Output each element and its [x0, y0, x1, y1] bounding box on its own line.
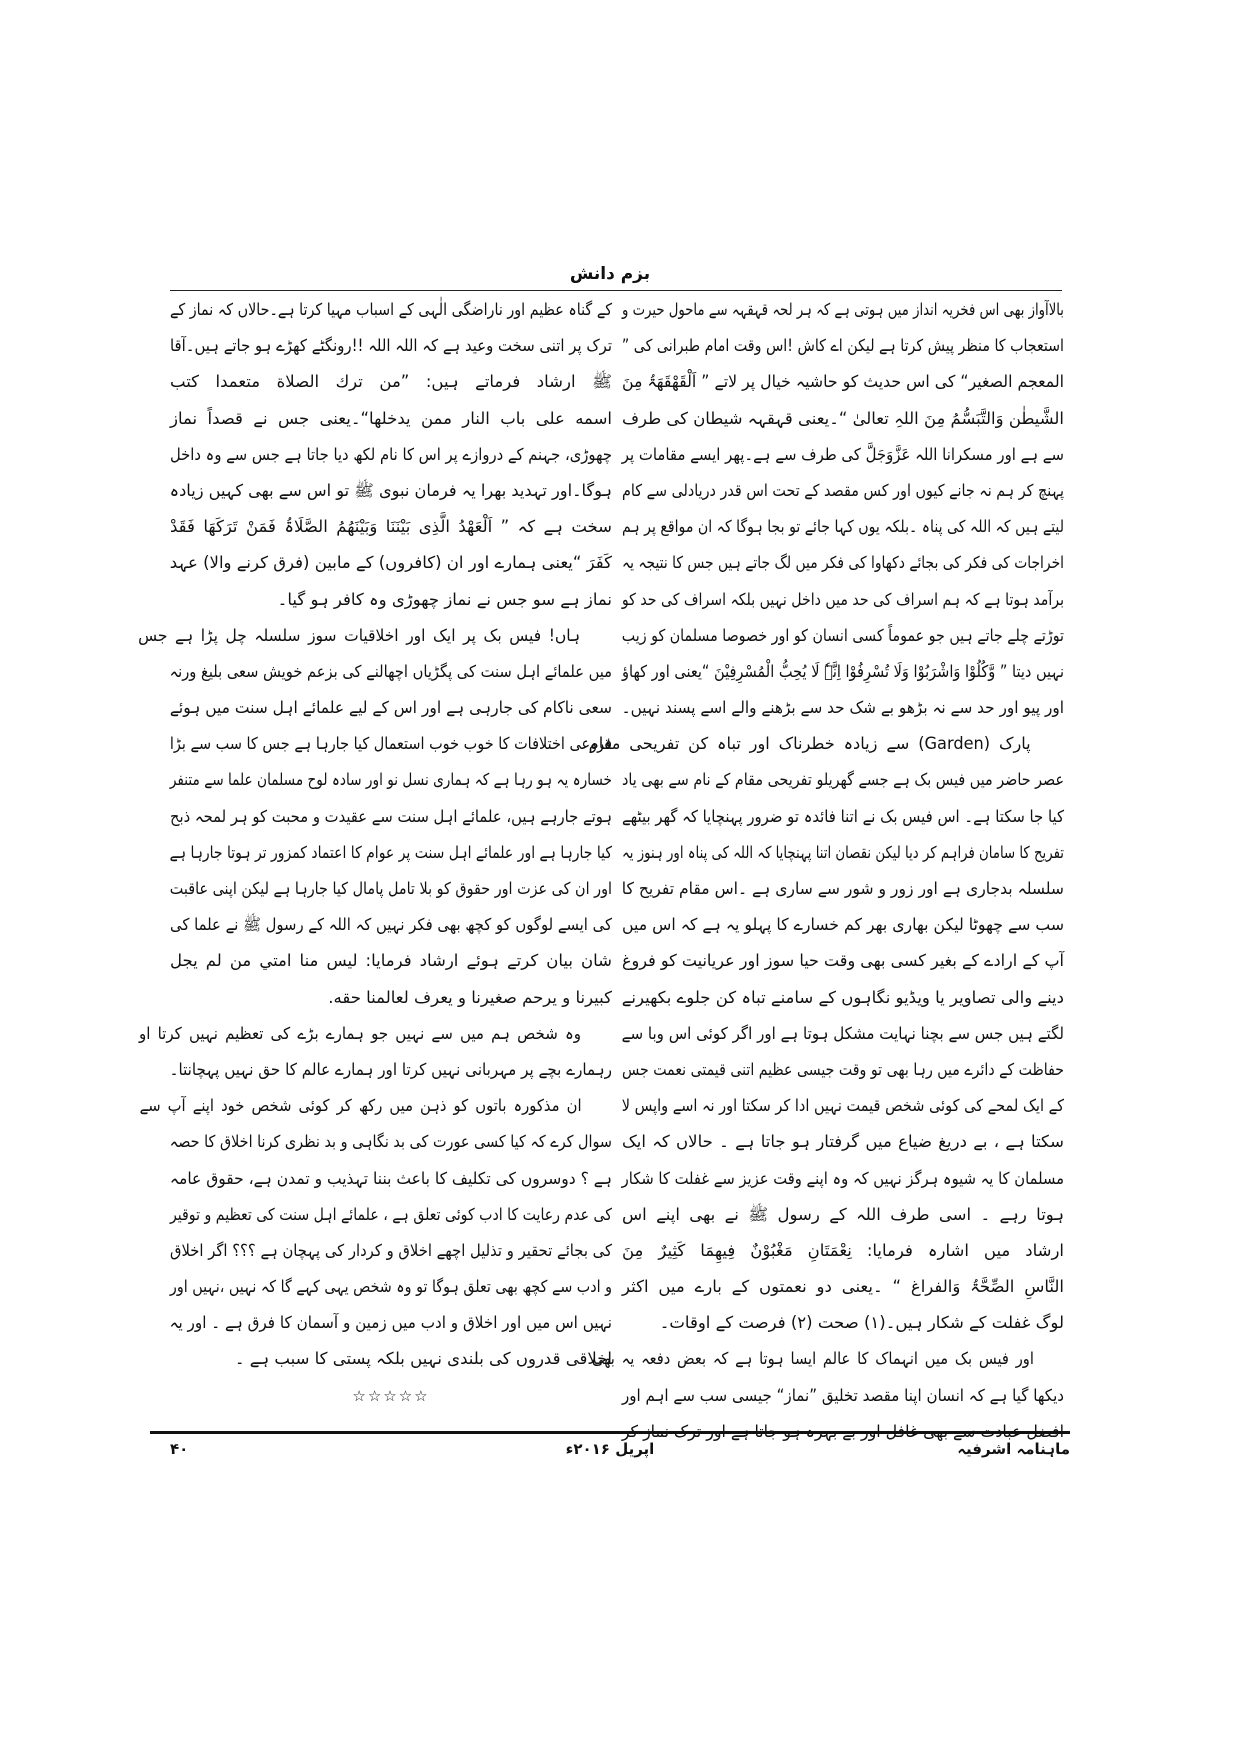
text-line: خسارہ یہ ہو رہا ہے کہ ہماری نسل نو اور سادہ لوح مسلمان علما سے متنفر — [169, 770, 613, 790]
text-line: لوگ غفلت کے شکار ہیں۔(۱) صحت (۲) فرصت کے اوقات۔ — [659, 1313, 1064, 1333]
text-line: کی بجائے تحقیر و تذلیل اچھے اخلاق و کردار کی پہچان ہے ؟؟؟ اگر اخلاق — [170, 1240, 612, 1260]
text-line: سکتا ہے ، بے دریغ ضیاع میں گرفتار ہو جاتا ہے ۔ حالاں کہ ایک — [622, 1132, 1064, 1152]
text-line: ہوتا رہے ۔ اسی طرف اللہ کے رسول ﷺ نے بھی اپنے اس — [622, 1204, 1064, 1224]
text-line: کے گناہ عظیم اور ناراضگی الٰہی کے اسباب مہیا کرتا ہے۔حالاں کہ نماز کے — [170, 300, 612, 319]
text-line: اور پیو اور حد سے نہ بڑھو بے شک حد سے بڑھنے والے اسے پسند نہیں۔ — [621, 698, 1064, 718]
page-number: ۴۰ — [170, 1440, 189, 1458]
text-line: حفاظت کے دائرے میں رہا بھی تو وقت جیسی عظیم اتنی قیمتی نعمت جس — [622, 1059, 1064, 1079]
text-line: سوال کرے کہ کیا کسی عورت کی بد نگاہی و بد نظری کرنا اخلاق کا حصہ — [169, 1132, 612, 1152]
text-line: ہوتے جارہے ہیں، علمائے اہل سنت سے عقیدت و محبت کو ہر لمحہ ذبح — [170, 806, 612, 826]
text-line: نہیں اس میں اور اخلاق و ادب میں زمین و آسمان کا فرق ہے ۔ اور یہ — [169, 1313, 612, 1333]
left-column — [138, 292, 613, 1414]
text-line: کیا جا سکتا ہے۔ اس فیس بک نے اتنا فائدہ تو ضرور پہنچایا کہ گھر بیٹھے — [622, 806, 1064, 826]
text-line: لگتے ہیں جس سے بچنا نہایت مشکل ہوتا ہے اور اگر کوئی اس وبا سے — [621, 1023, 1064, 1043]
text-line: نہیں دیتا ” وَّکُلُوْا وَاشْرَبُوْا وَلَا تُسْرِفُوْا اِنَّہٗ لَا یُحِبُّ الْمُسْرِفِیْنَ “یعنی اور کھاؤ — [622, 661, 1064, 681]
text-line: ہوگا۔اور تہدید بھرا یہ فرمان نبوی ﷺ تو اس سے بھی کہیں زیادہ — [169, 480, 612, 500]
text-line: ﷺ ارشاد فرماتے ہیں: ”من ترك الصلاة متعمدا كتب — [170, 372, 612, 392]
text-line: اور فیس بک میں انہماک کا عالم ایسا ہوتا ہے کہ بعض دفعہ یہ بھی — [591, 1349, 1034, 1369]
text-line: المعجم الصغیر“ کی اس حدیث کو حاشیہ خیال پر لاتے ” اَلْقَھْقَھَۃُ مِنَ — [622, 372, 1064, 392]
text-line: وہ شخص ہم میں سے نہیں جو ہمارے بڑے کی تعظیم نہیں کرتا او — [139, 1023, 582, 1043]
text-line: رہمارے بچے پر مہربانی نہیں کرتا اور ہمارے عالم کا حق نہیں پہچانتا۔ — [169, 1059, 612, 1079]
text-line: اخراجات کی فکر کی بجائے دکھاوا کی فکر میں لگ جاتے ہیں جس کا نتیجہ یہ — [622, 553, 1064, 573]
text-line: دینے والی تصاویر یا ویڈیو نگاہوں کے سامنے تباہ کن جلوے بکھیرنے — [621, 987, 1064, 1007]
text-line: سے ہے اور مسکرانا اللہ عَزَّوَجَلَّ کی طرف سے ہے۔پھر ایسے مقامات پر — [621, 444, 1064, 464]
text-line: برآمد ہوتا ہے کہ ہم اسراف کی حد میں داخل نہیں بلکہ اسراف کی حد کو — [621, 589, 1064, 609]
text-line: آپ کے ارادے کے بغیر کسی بھی وقت حیا سوز اور عریانیت کو فروغ — [621, 951, 1064, 971]
text-line: سخت ہے کہ ” اَلْعَھْدُ الَّذِی بَیْنَنَا وَبَیْنَھُمُ الصَّلَاۃُ فَمَنْ تَرَکَھَا فَقَدْ — [170, 517, 612, 537]
text-line: کَفَرَ “یعنی ہمارے اور ان (کافروں) کے مابین (فرق کرنے والا) عہد — [169, 553, 612, 573]
text-line: کیا جارہا ہے اور علمائے اہل سنت پر عوام کا اعتماد کمزور تر ہوتا جارہا ہے — [169, 842, 613, 862]
text-line: اخلاقی قدروں کی بلندی نہیں بلکہ پستی کا سبب ہے ۔ — [234, 1349, 612, 1369]
text-line: النَّاسِ الصِّحَّۃُ وَالفراغ “ ۔یعنی دو نعمتوں کے بارے میں اکثر — [622, 1277, 1064, 1297]
text-line: ارشاد میں اشارہ فرمایا: نِعْمَتَانِ مَغْبُوْنٌ فِیھِمَا کَثِیرٌ مِنَ — [622, 1240, 1064, 1260]
text-line: كبيرنا و يرحم صغيرنا و يعرف لعالمنا حقه. — [328, 987, 612, 1007]
text-line: پہنچ کر ہم نہ جانے کیوں اور کس مقصد کے تحت اس قدر دریادلی سے کام — [622, 480, 1064, 500]
text-line: استعجاب کا منظر پیش کرتا ہے لیکن اے کاش !اس وقت امام طبرانی کی ” — [621, 336, 1064, 356]
text-line: و ادب سے کچھ بھی تعلق ہوگا تو وہ شخص یہی کہے گا کہ نہیں ،نہیں اور — [169, 1277, 612, 1297]
text-line: لیتے ہیں کہ اللہ کی پناہ ۔بلکہ یوں کہا جائے تو بجا ہوگا کہ ان مواقع پر ہم — [622, 517, 1064, 537]
text-line: سب سے چھوٹا لیکن بھاری بھر کم خسارے کا پہلو یہ ہے کہ اس میں — [622, 915, 1064, 935]
end-of-article-stars: ☆☆☆☆☆ — [352, 1386, 430, 1405]
text-line: کی ایسے لوگوں کو کچھ بھی فکر نہیں کہ اللہ کے رسول ﷺ نے علما کی — [170, 915, 612, 935]
issue-date: اپریل ۲۰۱۶ء — [565, 1440, 655, 1458]
text-line: توڑتے چلے جاتے ہیں جو عموماً کسی انسان کو اور خصوصا مسلمان کو زیب — [621, 625, 1064, 645]
page-footer — [150, 1440, 1070, 1470]
footer-divider — [150, 1431, 1070, 1434]
text-line: دیکھا گیا ہے کہ انسان اپنا مقصد تخلیق ”نماز“ جیسی سب سے اہم اور — [622, 1385, 1064, 1405]
text-line: سلسلہ بدجاری ہے اور زور و شور سے ساری ہے ۔اس مقام تفریح کا — [621, 879, 1064, 898]
text-line: چھوڑی، جہنم کے دروازے پر اس کا نام لکھ دیا جاتا ہے جس سے وہ داخل — [170, 444, 612, 464]
text-line: میں علمائے اہل سنت کی پگڑیاں اچھالنے کی بزعم خویش سعی بلیغ ورنہ — [169, 661, 612, 681]
text-line: اسمه على باب النار ممن يدخلها“۔یعنی جس نے قصداً نماز — [170, 408, 612, 428]
text-line: الشَّیطٰن وَالتَّبَسُّمُ مِنَ اللہِ تعالیٰ “۔یعنی قہقہہ شیطان کی طرف — [622, 408, 1064, 428]
text-line: ان مذکورہ باتوں کو ذہن میں رکھ کر کوئی شخص خود اپنے آپ سے — [139, 1096, 582, 1116]
text-line: عصر حاضر میں فیس بک ہے جسے گھریلو تفریحی مقام کے نام سے بھی یاد — [622, 770, 1064, 790]
text-line: ہے ؟ دوسروں کی تکلیف کا باعث بننا تہذیب و تمدن ہے، حقوق عامہ — [169, 1168, 613, 1188]
text-line: شان بیان کرتے ہوئے ارشاد فرمایا: ليس منا امتي من لم يجل — [170, 951, 612, 971]
right-column — [588, 292, 1064, 1450]
text-line: کے ایک لمحے کی کوئی شخص قیمت نہیں ادا کر سکتا اور نہ اسے واپس لا — [621, 1096, 1064, 1116]
text-line: تفریح کا سامان فراہم کر دیا لیکن نقصان اتنا پہنچایا کہ اللہ کی پناہ اور ہنوز یہ — [622, 842, 1064, 862]
section-title: بزم دانش — [569, 264, 651, 284]
text-line: ترک پر اتنی سخت وعید ہے کہ اللہ اللہ !!رونگٹے کھڑے ہو جاتے ہیں۔آقا — [170, 336, 612, 356]
magazine-name: ماہنامہ اشرفیہ — [957, 1440, 1070, 1458]
text-line: مسلمان کا یہ شیوہ ہرگز نہیں کہ وہ اپنے وقت عزیز سے غفلت کا شکار — [621, 1168, 1064, 1188]
text-line: پارک (Garden) سے زیادہ خطرناک اور تباہ کن تفریحی مقام — [588, 734, 1031, 754]
text-line: ہاں! فیس بک پر ایک اور اخلاقیات سوز سلسلہ چل پڑا ہے جس — [138, 625, 581, 645]
text-line: سعی ناکام کی جارہی ہے اور اس کے لیے علمائے اہل سنت میں ہوئے — [169, 698, 612, 718]
text-line: کی عدم رعایت کا ادب کوئی تعلق ہے ، علمائے اہل سنت کی تعظیم و توقیر — [170, 1204, 612, 1224]
text-line: فروعی اختلافات کا خوب خوب استعمال کیا جارہا ہے جس کا سب سے بڑا — [169, 734, 612, 754]
header-divider — [170, 290, 1062, 291]
text-line: نماز ہے سو جس نے نماز چھوڑی وہ کافر ہو گیا۔ — [277, 589, 612, 609]
text-line: اور ان کی عزت اور حقوق کو بلا تامل پامال کیا جارہا ہے لیکن اپنی عاقبت — [169, 879, 613, 898]
text-line: بالاآواز بھی اس فخریہ انداز میں ہوتی ہے کہ ہر لحہ قہقہہ سے ماحول حیرت و — [622, 300, 1064, 319]
